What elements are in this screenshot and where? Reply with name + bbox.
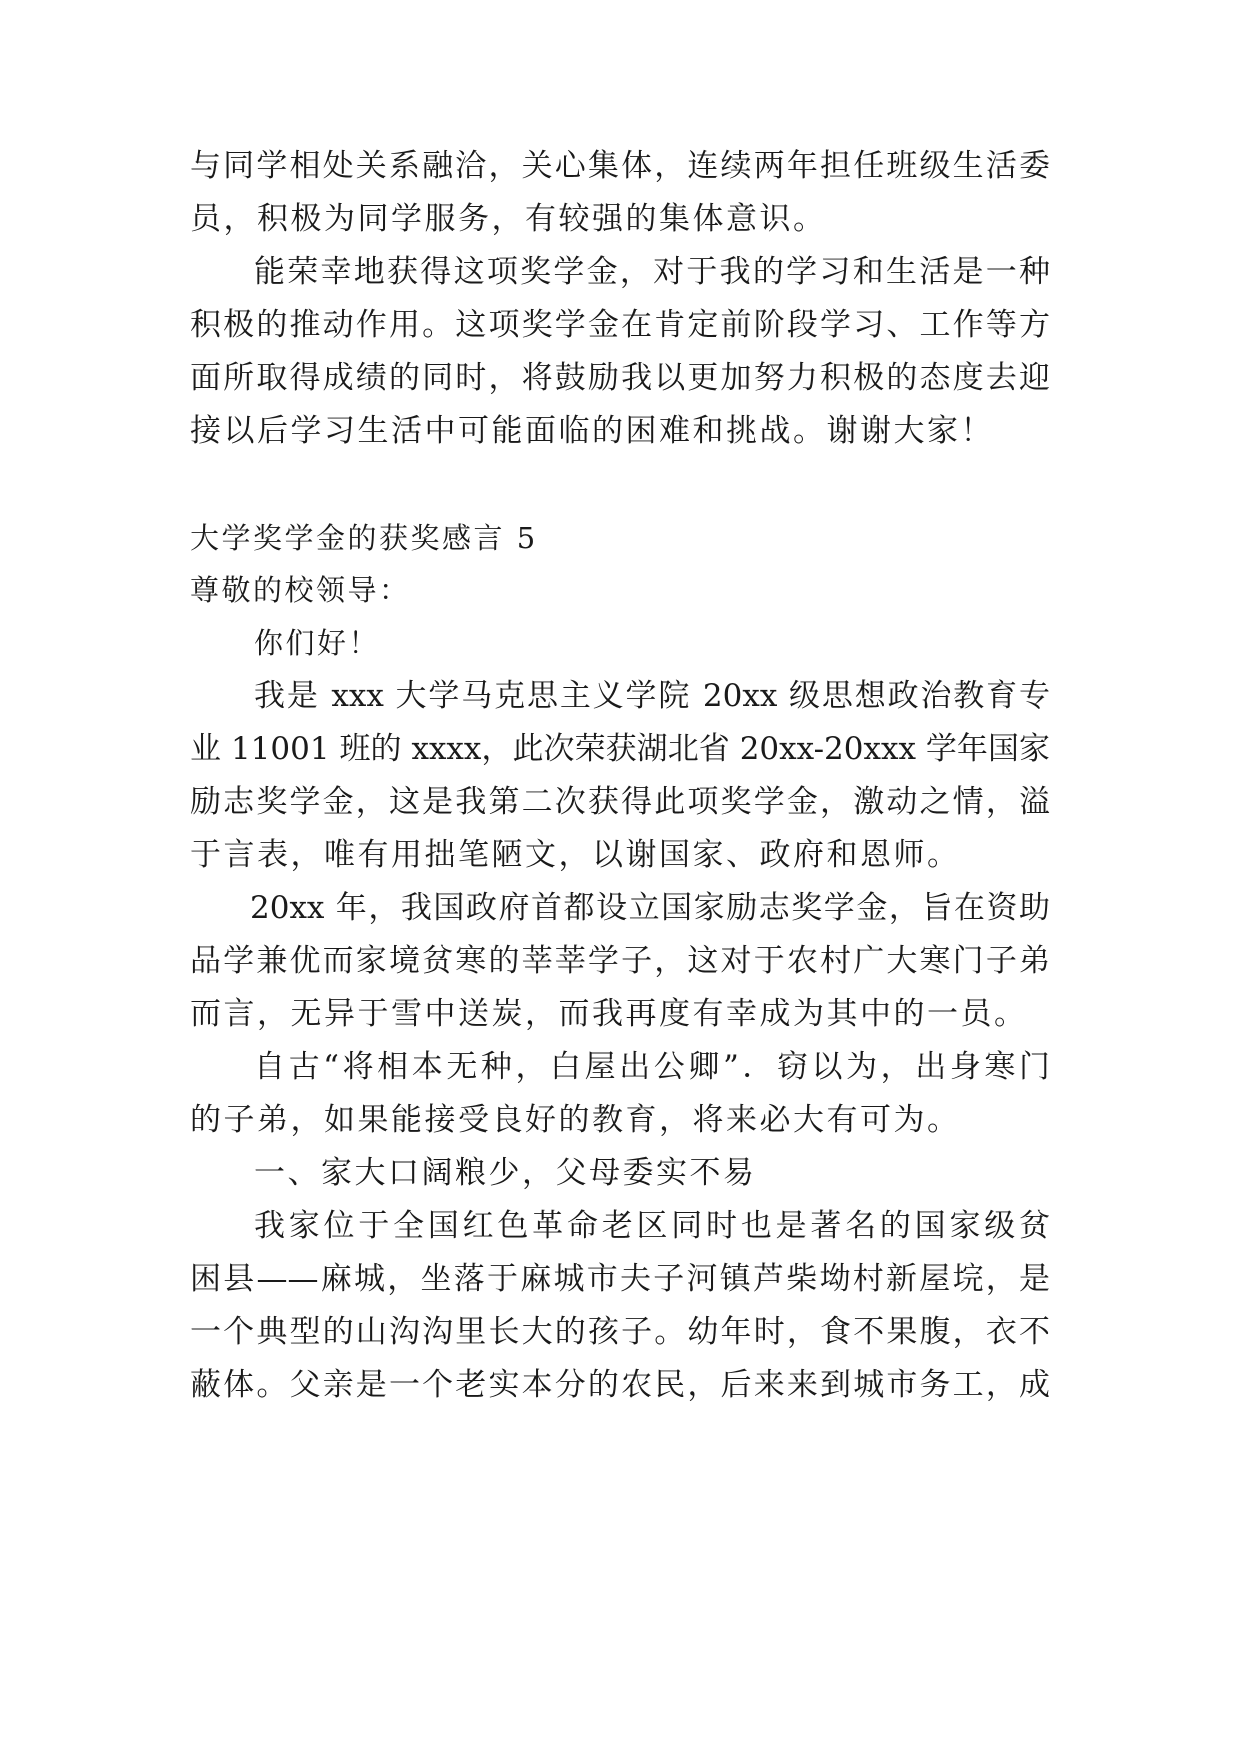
- paragraph-line: 20xx 年，我国政府首都设立国家励志奖学金，旨在资助: [250, 890, 1050, 926]
- paragraph-line: 于言表，唯有用拙笔陋文，以谢国家、政府和恩师。: [190, 837, 961, 873]
- paragraph-line: 而言，无异于雪中送炭，而我再度有幸成为其中的一员。: [190, 996, 1028, 1032]
- paragraph-line: 员，积极为同学服务，有较强的集体意识。: [190, 201, 827, 237]
- paragraph-line: 业 11001 班的 xxxx，此次荣获湖北省 20xx-20xxx 学年国家: [190, 731, 1050, 767]
- paragraph-line: 接以后学习生活中可能面临的困难和挑战。谢谢大家！: [190, 413, 994, 449]
- paragraph-line: 蔽体。父亲是一个老实本分的农民，后来来到城市务工，成: [190, 1367, 1050, 1403]
- paragraph-line: 自古“将相本无种，白屋出公卿”．窃以为，出身寒门: [254, 1049, 1050, 1085]
- paragraph-line: 困县——麻城，坐落于麻城市夫子河镇芦柴坳村新屋垸，是: [190, 1261, 1050, 1297]
- salutation: 尊敬的校领导：: [190, 573, 411, 607]
- paragraph-line: 面所取得成绩的同时，将鼓励我以更加努力积极的态度去迎: [190, 360, 1050, 396]
- paragraph-line: 积极的推动作用。这项奖学金在肯定前阶段学习、工作等方: [190, 307, 1050, 343]
- paragraph-line: 与同学相处关系融洽，关心集体，连续两年担任班级生活委: [190, 148, 1050, 184]
- paragraph-line: 我家位于全国红色革命老区同时也是著名的国家级贫: [254, 1208, 1050, 1244]
- paragraph-line: 一个典型的山沟沟里长大的孩子。幼年时，食不果腹，衣不: [190, 1314, 1050, 1350]
- paragraph-line: 我是 xxx 大学马克思主义学院 20xx 级思想政治教育专: [254, 678, 1050, 714]
- paragraph-line: 能荣幸地获得这项奖学金，对于我的学习和生活是一种: [254, 254, 1050, 290]
- greeting: 你们好！: [254, 626, 381, 660]
- paragraph-line: 品学兼优而家境贫寒的莘莘学子，这对于农村广大寒门子弟: [190, 943, 1050, 979]
- paragraph-line: 的子弟，如果能接受良好的教育，将来必大有可为。: [190, 1102, 961, 1138]
- section-title: 大学奖学金的获奖感言 5: [190, 521, 538, 555]
- paragraph-line: 励志奖学金，这是我第二次获得此项奖学金，激动之情，溢: [190, 784, 1050, 820]
- heading-one: 一、家大口阔粮少，父母委实不易: [254, 1155, 757, 1191]
